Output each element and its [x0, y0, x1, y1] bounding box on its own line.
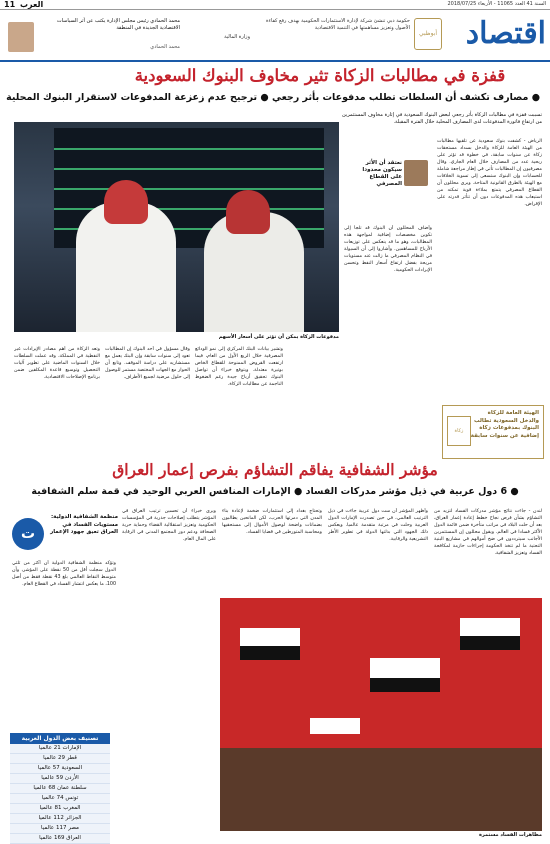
section-title: اقتصاد — [465, 16, 546, 51]
ad-box-text: الهيئة العامة للزكاة والدخل السعودية تطالب البنوك بمدفوعات زكاة إضافية عن سنوات سابقة — [470, 410, 539, 439]
header-ad-text: حكومة دبي تنشئ شركة لإدارة الاستثمارات الحكومية بهدف رفع كفاءة الأصول وتعزيز مساهمتها في التنمية الاقتصادية — [265, 18, 410, 31]
section-divider — [0, 60, 550, 62]
story2-photo-caption: مظاهرات الفساد مستمرة — [478, 832, 542, 838]
quote-text: نعتقد أن الأثر سيكون محدودا على القطاع المصرفي — [362, 160, 402, 187]
page-number: 11 — [4, 0, 16, 9]
header-ad-small: وزارة المالية — [224, 34, 250, 40]
story1-col-d: وقال مسؤول في أحد البنوك إن المطالبات تعود إلى سنوات سابقة وإن البنك يعمل مع مستشاريه على دراسة الموقف. وتابع أن الحوار مع الجهات المختصة مستمر للوصول إلى حلول مرضية لجميع الأطراف. — [105, 347, 190, 380]
date-line: السنة 41 العدد 11065 - الأربعاء 2018/07/25 — [447, 1, 546, 7]
transparency-quote: منظمة الشفافية الدولية: مستويات الفساد في العراق تعيق جهود الإعمار — [50, 514, 118, 535]
ranking-item: سلطنة عمان 68 عالميا — [10, 784, 110, 794]
ranking-title: تصنيف بعض الدول العربية — [10, 733, 110, 744]
top-bar — [0, 0, 550, 10]
story1-col-e: وتعد الزكاة من أهم مصادر الإيرادات غير النفطية في المملكة، وقد عملت السلطات خلال السنوات الماضية على تطوير آليات التحصيل وتوسيع قاعدة المكلفين ضمن برنامج الإصلاحات الاقتصادية. — [14, 347, 100, 380]
columnist-text: محمد الحمادي رئيس مجلس الإدارة يكتب عن أثر السياسات الاقتصادية الجديدة في المنطقة — [56, 18, 180, 31]
story1-col-b: وأضاف المحللون أن البنوك قد تلجأ إلى تكوين مخصصات إضافية لمواجهة هذه المطالبات، وهو ما قد ينعكس على توزيعات الأرباح للمساهمين. وأشاروا إلى أن السيولة في النظام المصرفي ما زالت عند مستويات مريحة بفضل ارتفاع أسعار النفط وتحسن الإيرادات الحكومية. — [344, 226, 432, 273]
headdress-left — [104, 180, 148, 224]
section-header — [0, 12, 550, 62]
ranking-item: تونس 74 عالميا — [10, 794, 110, 804]
story2-col-d: ويرى خبراء أن تحسين ترتيب العراق في المؤشر يتطلب إصلاحات جذرية في المؤسسات الحكومية وتعزيز استقلالية القضاء وحماية حرية الصحافة ودعم دور المجتمع المدني في الرقابة على المال العام. — [122, 509, 216, 542]
story2-photo — [220, 598, 542, 831]
story1-subheadline: ● مصارف تكشف أن السلطات تطلب مدفوعات بأثر رجعي ● ترجيح عدم زعزعة المدفوعات لاستقرار البنوك المحلية — [6, 92, 540, 103]
story1-col-c: وتشير بيانات البنك المركزي إلى نمو الودائع المصرفية خلال الربع الأول من العام، فيما ارتفعت القروض الممنوحة للقطاع الخاص بوتيرة معتدلة. ويتوقع خبراء أن تواصل البنوك تحقيق أرباح جيدة رغم الضغوط الناجمة عن مطالبات الزكاة. — [195, 347, 283, 387]
story1-photo-caption: مدفوعات الزكاة يمكن أن تؤثر على أسعار الأسهم — [218, 334, 339, 340]
story1-photo — [14, 122, 339, 332]
story2-headline: مؤشر الشفافية يفاقم التشاؤم بفرص إعمار العراق — [112, 460, 438, 479]
columnist-name: محمد الحمادي — [150, 44, 180, 50]
ranking-item: مصر 117 عالميا — [10, 824, 110, 834]
paper-name: العرب — [20, 0, 44, 9]
zakat-logo-icon: زكاة — [447, 416, 471, 446]
ranking-box — [10, 733, 110, 841]
ranking-item: الجزائر 112 عالميا — [10, 814, 110, 824]
ranking-item: الإمارات 21 عالميا — [10, 744, 110, 754]
ranking-item: العراق 169 عالميا — [10, 834, 110, 844]
quote-photo — [404, 160, 428, 186]
headdress-right — [226, 190, 270, 234]
story2-subheadline: ● 6 دول عربية في ذيل مؤشر مدركات الفساد ● الإمارات المنافس العربي الوحيد في قمة سلم الشفافية — [31, 486, 519, 497]
story1-col-a: الرياض - كشفت بنوك سعودية عن تلقيها مطالبات من الهيئة العامة للزكاة والدخل بسداد مستحقات زكاة عن سنوات سابقة، في خطوة قد تؤثر على ربحية عدد من المصارف خلال العام الجاري. وقال مصرفيون إن المطالبات تأتي في إطار مراجعة شاملة للحسابات وإن البنوك ستسعى إلى تسوية الخلافات مع الهيئة بالطرق القانونية المتاحة. ويرى محللون أن القطاع المصرفي يتمتع بملاءة قوية تمكنه من استيعاب هذه المدفوعات دون أن تتأثر قدرته على الإقراض. — [437, 139, 542, 207]
ranking-item: المغرب 81 عالميا — [10, 804, 110, 814]
story1-lead: تسببت قفزة في مطالبات الزكاة بأثر رجعي لبعض البنوك السعودية في إثارة مخاوف المستثمرين من ارتفاع فاتورة المدفوعات لدى المصارف المحلية خلال الفترة المقبلة. — [342, 112, 542, 125]
story1-quote-box — [362, 160, 432, 218]
story1-ad-box — [442, 405, 544, 459]
ranking-list — [10, 744, 110, 844]
columnist-photo — [8, 22, 34, 52]
ranking-item: قطر 29 عالميا — [10, 754, 110, 764]
story2-col-b: وأظهر المؤشر أن ست دول عربية جاءت في ذيل الترتيب العالمي، في حين تصدرت الإمارات الدول العربية وحلت في مرتبة متقدمة عالميا. ويعكس ذلك الجهود التي بذلتها الدولة في تطوير الأطر التشريعية والرقابية. — [328, 509, 428, 542]
emblem-icon: أبوظبي — [414, 18, 442, 50]
story2-col-a: لندن - جاءت نتائج مؤشر مدركات الفساد لتزيد من التشاؤم بشأن فرص نجاح خطط إعادة إعمار العراق، بعد أن حلت البلاد في مراتب متأخرة ضمن قائمة الدول الأكثر فسادا في العالم. ويقول محللون إن المستثمرين الأجانب سيترددون في ضخ أموالهم في مشاريع البنية التحتية ما لم تتخذ الحكومة إجراءات حازمة لمكافحة الفساد وتعزيز الشفافية. — [434, 509, 542, 556]
transparency-logo-icon: ت — [12, 518, 44, 550]
story2-col-c: وتحتاج بغداد إلى استثمارات ضخمة لإعادة بناء المدن التي دمرتها الحرب، لكن المانحين يطالبون بضمانات واضحة لوصول الأموال إلى مستحقيها ومحاسبة المتورطين في قضايا الفساد. — [222, 509, 322, 535]
story1-headline: قفزة في مطالبات الزكاة تثير مخاوف البنوك السعودية — [134, 66, 506, 85]
ranking-item: السعودية 57 عالميا — [10, 764, 110, 774]
ranking-item: الأردن 59 عالميا — [10, 774, 110, 784]
story2-col-e: وتؤكد منظمة الشفافية الدولية أن أكثر من ثلثي الدول سجلت أقل من 50 نقطة على المؤشر، وأن متوسط النقاط العالمي بلغ 43 نقطة فقط من أصل 100، ما يعكس انتشار الفساد في القطاع العام. — [12, 561, 116, 587]
